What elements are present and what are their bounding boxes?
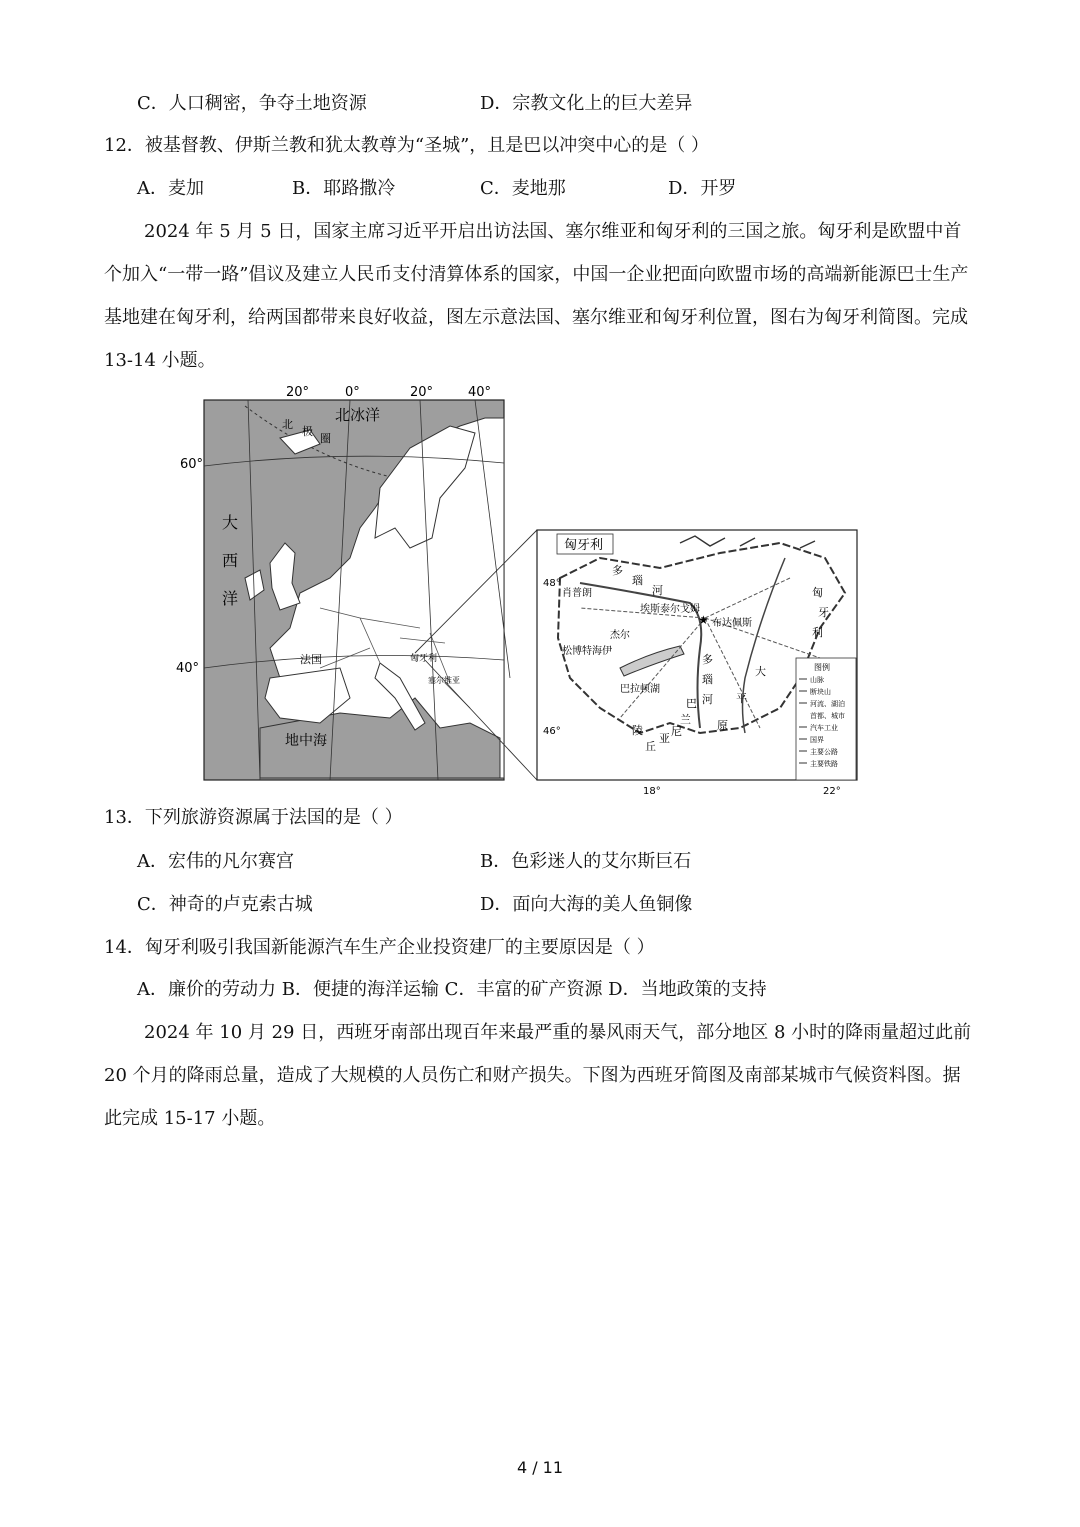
city-label: 埃斯泰尔戈姆: [640, 604, 700, 615]
hungary-map-title: 匈牙利: [564, 538, 604, 553]
q11-option-d: D．宗教文化上的巨大差异: [480, 93, 693, 114]
lon-label: 22°: [823, 786, 841, 797]
city-label: 布达佩斯: [712, 618, 752, 629]
arctic-circle-label: 北: [282, 418, 293, 431]
q12-option-b: B．耶路撒冷: [292, 178, 396, 199]
danube-label: 河: [702, 693, 713, 706]
danube-label: 多: [702, 653, 713, 666]
country-label: 匈: [812, 586, 823, 599]
q12-stem: 12．被基督教、伊斯兰教和犹太教尊为“圣城”，且是巴以冲突中心的是（ ）: [104, 135, 710, 156]
lat-label: 46°: [543, 726, 561, 737]
legend-item: 河流、湖泊: [810, 700, 845, 708]
legend-item: 主要公路: [810, 748, 838, 756]
danube-label: 瑙: [702, 673, 713, 686]
country-label: 牙: [818, 606, 829, 619]
legend-item: 主要铁路: [810, 760, 838, 768]
q12-option-c: C．麦地那: [480, 178, 566, 199]
danube-label: 多: [612, 564, 623, 577]
serbia-label: 塞尔维亚: [428, 676, 460, 685]
hills-label: 巴: [686, 697, 697, 710]
plain-label: 原: [717, 719, 728, 732]
lat-label: 60°: [180, 457, 204, 472]
q11-option-c: C．人口稠密，争夺土地资源: [137, 93, 367, 114]
lat-label: 48°: [543, 578, 561, 589]
hills-label: 兰: [680, 713, 691, 726]
lon-label: 0°: [345, 385, 360, 400]
atlantic-label: 西: [222, 551, 239, 570]
lon-label: 20°: [286, 385, 310, 400]
q13-option-d: D．面向大海的美人鱼铜像: [480, 894, 693, 915]
legend-item: 汽车工业: [810, 724, 838, 732]
q14-stem: 14．匈牙利吸引我国新能源汽车生产企业投资建厂的主要原因是（ ）: [104, 937, 655, 958]
hills-label: 丘: [645, 740, 656, 753]
q13-option-b: B．色彩迷人的艾尔斯巨石: [480, 851, 692, 872]
q13-option-a: A．宏伟的凡尔赛宫: [137, 851, 294, 872]
france-label: 法国: [300, 653, 322, 666]
country-label: 利: [812, 626, 823, 639]
map-figure: [176, 378, 980, 797]
city-label: 巴拉顿湖: [620, 684, 660, 695]
q14-options: A．廉价的劳动力 B．便捷的海洋运输 C．丰富的矿产资源 D．当地政策的支持: [137, 979, 767, 1000]
legend-item: 首都、城市: [810, 712, 845, 720]
mediterranean-label: 地中海: [285, 733, 327, 749]
passage-spain: 2024 年 10 月 29 日，西班牙南部出现百年来最严重的暴风雨天气，部分地区 8 小时的降雨量超过此前 20 个月的降雨总量，造成了大规模的人员伤亡和财产损失。下图为西班牙简图及南部某城市气候资料图。据此完成 15-17 小题。: [104, 1022, 972, 1129]
page-number: 4 / 11: [516, 1458, 564, 1477]
plain-label: 平: [736, 692, 747, 705]
danube-label: 瑙: [632, 574, 643, 587]
q12-option-a: A．麦加: [137, 178, 204, 199]
city-label: 肖普朗: [562, 588, 592, 599]
plain-label: 大: [755, 665, 766, 678]
q13-stem: 13．下列旅游资源属于法国的是（ ）: [104, 807, 403, 828]
capital-star-icon: ★: [698, 613, 709, 627]
city-label: 松博特海伊: [562, 646, 612, 657]
legend-item: 国界: [810, 736, 824, 744]
lon-label: 18°: [643, 786, 661, 797]
legend-item: 山脉: [810, 676, 824, 684]
danube-label: 河: [652, 584, 663, 597]
europe-map: [176, 385, 510, 780]
lat-label: 40°: [176, 661, 200, 676]
arctic-circle-label: 极: [302, 425, 313, 438]
passage-hungary: 2024 年 5 月 5 日，国家主席习近平开启出访法国、塞尔维亚和匈牙利的三国之旅。匈牙利是欧盟中首个加入“一带一路”倡议及建立人民币支付清算体系的国家，中国一企业把面向欧盟市场的高端新能源巴士生产基地建在匈牙利，给两国都带来良好收益，图左示意法国、塞尔维亚和匈牙利位置，图右为匈牙利简图。完成 13-14 小题。: [104, 221, 969, 371]
hills-label: 陵: [632, 724, 643, 737]
q13-option-c: C．神奇的卢克索古城: [137, 894, 313, 915]
hills-label: 尼: [671, 725, 682, 738]
arctic-circle-label: 圈: [320, 432, 331, 445]
lon-label: 40°: [468, 385, 492, 400]
arctic-ocean-label: 北冰洋: [335, 406, 381, 424]
legend-title: 图例: [814, 663, 830, 672]
hills-label: 亚: [659, 732, 670, 745]
lon-label: 20°: [410, 385, 434, 400]
q12-option-d: D．开罗: [668, 178, 737, 199]
atlantic-label: 洋: [222, 589, 239, 608]
legend-item: 断块山: [810, 688, 831, 696]
city-label: 杰尔: [610, 630, 630, 641]
atlantic-label: 大: [222, 513, 239, 532]
hungary-label: 匈牙利: [410, 654, 438, 664]
hungary-map: [537, 530, 857, 797]
